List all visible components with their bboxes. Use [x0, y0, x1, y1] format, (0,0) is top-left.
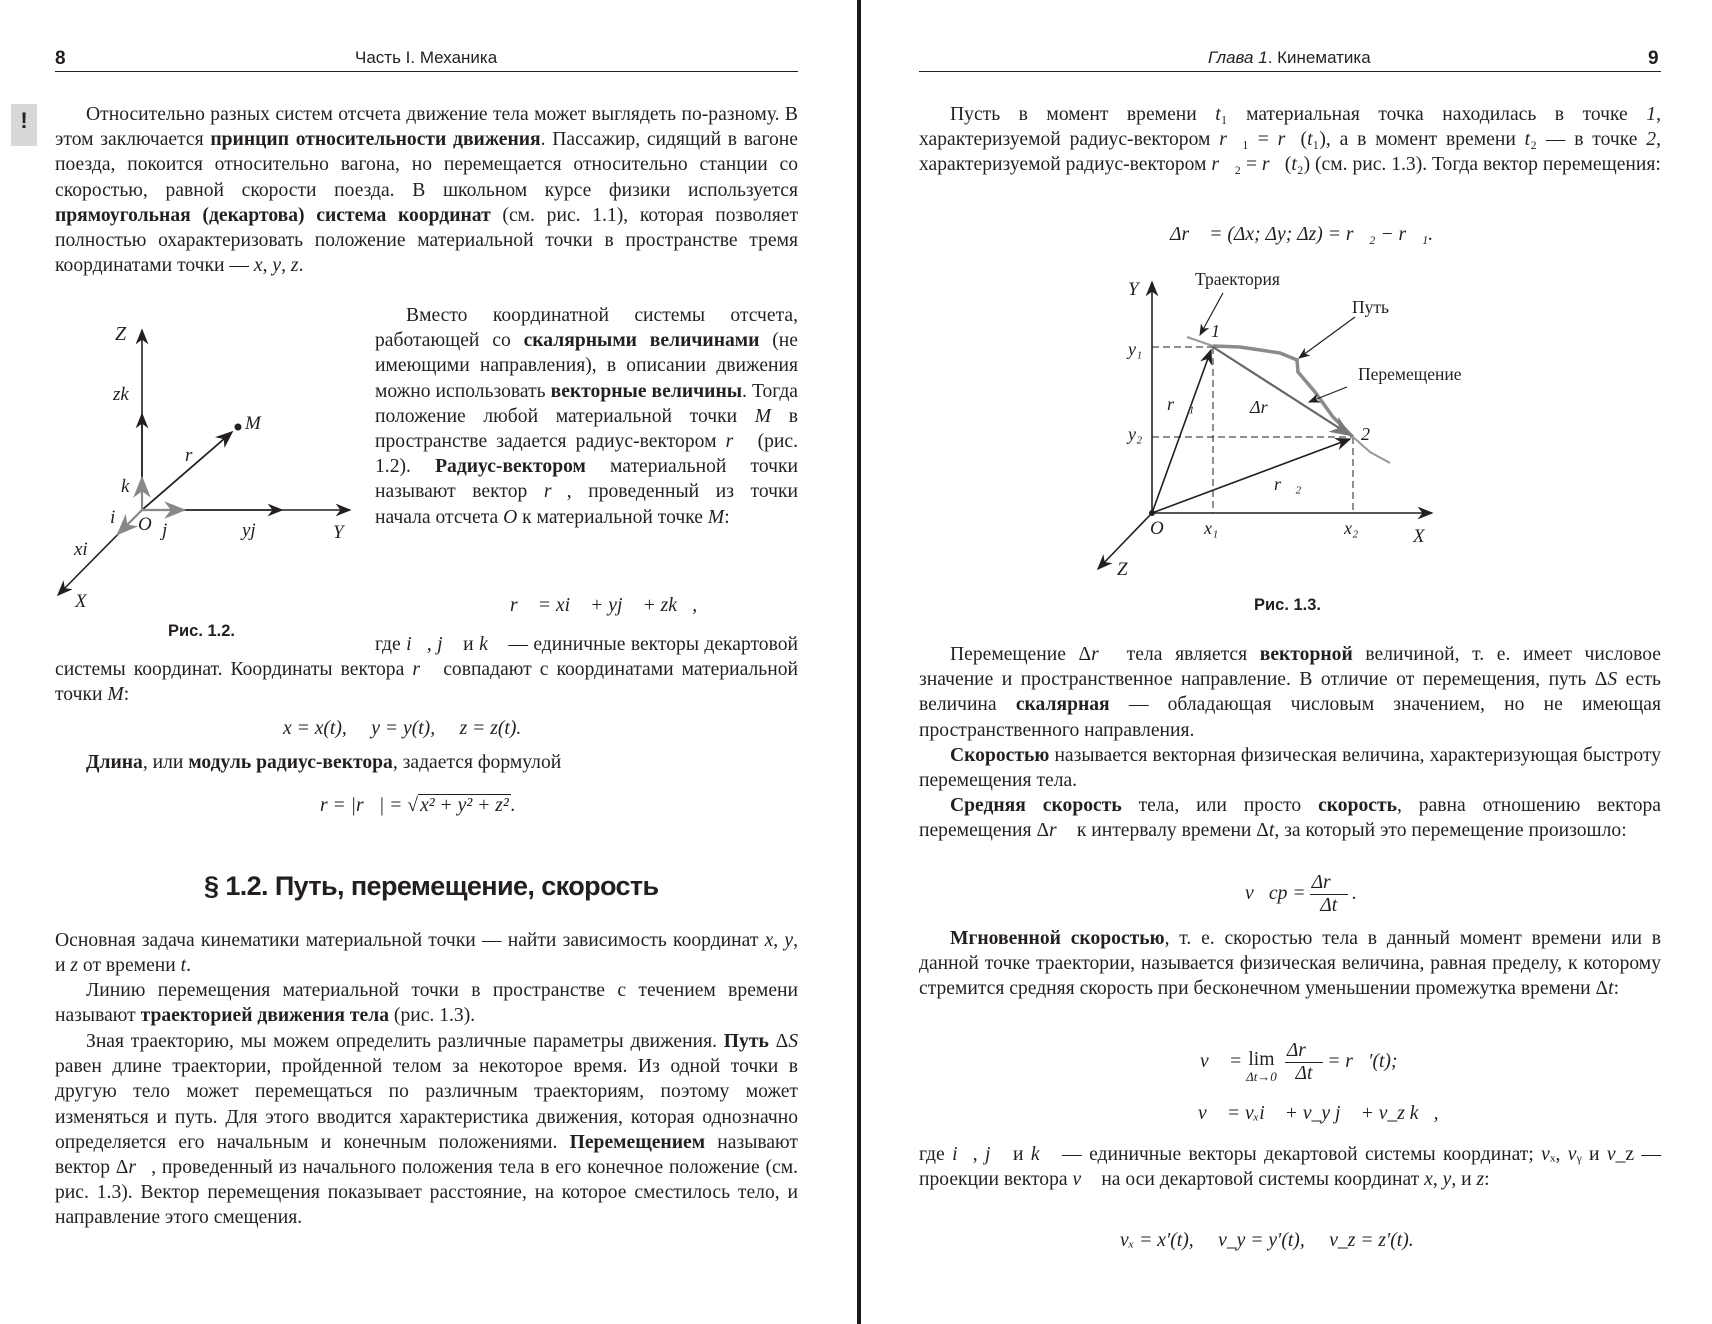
- math-symbol: r⃗: [1219, 129, 1243, 151]
- text-run: ,: [262, 255, 273, 277]
- formula-radius-vector: r⃗ = xi⃗ + yj⃗ + zk⃗,: [510, 595, 698, 616]
- label-i: i⃗: [110, 507, 131, 528]
- math-symbol: r⃗: [1091, 644, 1115, 665]
- math-symbol: r⃗: [1211, 154, 1235, 176]
- math-symbol: k⃗: [479, 634, 503, 655]
- formula-radicand: x² + y² + z²: [420, 795, 509, 816]
- text-run: называют вектор Δ: [55, 1131, 798, 1179]
- paragraph-relativity: [55, 102, 798, 278]
- math-symbol: 2: [1646, 129, 1657, 151]
- formula-length: [320, 793, 516, 818]
- formula-limit: [1200, 1040, 1397, 1085]
- vector-r2: [1152, 439, 1350, 513]
- math-symbol: 1: [1646, 104, 1657, 125]
- text-run: где: [375, 634, 407, 655]
- text-run: , характеризуемой радиус-вектором: [919, 104, 1661, 151]
- label-xi: xi⃗: [74, 539, 103, 560]
- math-symbol: O: [503, 506, 518, 528]
- text-run: совпадают с координатами материальной точки: [55, 659, 798, 706]
- header-rule: [919, 71, 1661, 72]
- text-run: (: [1284, 154, 1292, 176]
- text-run: тела, или просто: [1121, 795, 1319, 816]
- bold-term: Длина: [86, 752, 143, 773]
- text-run: Относительно разных систем отсчета движение тела может выглядеть по-разному. В этом заключается: [55, 104, 798, 151]
- vector-r1: [1152, 350, 1211, 513]
- text-run: , и: [55, 930, 798, 977]
- vector-displacement: [1213, 347, 1350, 435]
- bold-term: Перемещением: [569, 1131, 706, 1153]
- label-x2: x₂: [1344, 518, 1359, 538]
- math-symbol: j⃗: [985, 1144, 1006, 1165]
- formula-velocity-projections: vₓ = x′(t), v_y = y′(t), v_z = z′(t).: [1120, 1230, 1414, 1251]
- text-run: ₓ,: [1549, 1144, 1568, 1165]
- text-run: в пространстве задается радиус-вектором: [375, 405, 798, 453]
- text-run: , за который это перемещение произошло:: [1274, 820, 1627, 842]
- paragraph-average-velocity: [919, 793, 1661, 843]
- text-run: — единичные векторы декартовой системы координат. Координаты вектора: [55, 634, 798, 681]
- text-run: _z — проекции вектора: [919, 1144, 1662, 1191]
- text-run: :: [724, 506, 730, 528]
- text-run: есть величина: [919, 669, 1661, 716]
- text-run: к материальной точке: [517, 506, 708, 528]
- math-symbol: t: [1608, 978, 1614, 1000]
- text-run: Основная задача кинематики материальной точки — найти зависимость координат: [55, 930, 765, 951]
- label-y2: y₂: [1128, 424, 1143, 444]
- text-run: — единичные векторы декартовой системы координат;: [1054, 1144, 1542, 1165]
- bold-term: траекторией движения тела: [140, 1005, 390, 1027]
- label-dr: Δr⃗: [1250, 397, 1282, 417]
- text-run: ,: [972, 1144, 986, 1165]
- label-point-1: 1: [1211, 321, 1220, 341]
- label-o: O: [138, 514, 152, 535]
- text-run: ,: [426, 634, 438, 655]
- origin-point: [1149, 510, 1155, 516]
- formula-coordinates: x = x(t), y = y(t), z = z(t).: [283, 718, 522, 739]
- math-symbol: t: [1215, 104, 1221, 125]
- formula-velocity-components: v⃗ = vₓi⃗ + v_y j⃗ + v_z k⃗,: [1198, 1103, 1439, 1124]
- formula-lhs: v⃗ =: [1200, 1051, 1243, 1072]
- text-run: равен длине траектории, пройденной телом за некоторое время. Из одной точки в другую тело может перемещаться по различным траекториям, поэтому может изменяться и путь. Для этого вводится характеристика движения, которая однозначно определяется его начальным и конечным положениями.: [55, 1056, 798, 1153]
- math-symbol: z: [1476, 1169, 1485, 1191]
- label-x: X: [1413, 526, 1425, 547]
- text-run: (рис. 1.2).: [375, 431, 798, 478]
- path-pointer: [1299, 317, 1355, 358]
- bold-term: Средняя скорость: [950, 795, 1122, 816]
- label-z: Z: [115, 323, 127, 345]
- text-run: ₂ =: [1234, 154, 1262, 176]
- bold-term: векторные величины: [550, 380, 743, 402]
- point-m: [235, 424, 242, 431]
- text-run: , т. е. скоростью тела в данный момент времени или в данной точке траектории, называется физическая величина, равная пределу, к которому стремится средняя скорость при бесконечном уменьшении промежутка времени Δ: [919, 928, 1661, 1000]
- label-displacement: Перемещение: [1358, 364, 1462, 384]
- text-run: , задается формулой: [392, 752, 562, 773]
- math-symbol: t: [1307, 129, 1313, 151]
- bold-term: Путь: [723, 1031, 769, 1052]
- header-rule: [55, 71, 798, 72]
- text-run: (см. рис. 1.1), которая позволяет полностью охарактеризовать положение материальной точки в пространстве тремя координатами точки —: [55, 204, 799, 277]
- paragraph-trajectory: [55, 978, 798, 1028]
- limit-word: lim: [1248, 1048, 1275, 1070]
- denominator: Δt: [1320, 895, 1338, 916]
- math-symbol: t: [1524, 129, 1531, 151]
- formula-tail: .: [1351, 883, 1357, 904]
- text-run: , характеризуемой радиус-вектором: [919, 129, 1661, 176]
- label-r: r⃗: [185, 445, 208, 466]
- math-symbol: r⃗: [412, 659, 436, 681]
- math-symbol: r⃗: [1049, 820, 1072, 842]
- math-symbol: x: [253, 255, 263, 277]
- math-symbol: i⃗: [952, 1144, 973, 1165]
- math-symbol: t: [1291, 154, 1297, 176]
- paragraph-moment: [919, 102, 1661, 178]
- math-symbol: S: [788, 1031, 799, 1052]
- text-run: , проведенный из точки начала отсчета: [375, 481, 798, 528]
- text-run: . Пассажир, сидящий в вагоне поезда, покоится относительно вагона, но перемещается относительно станции со скоростью, равной скорости поезда. В школьном курсе физики используется: [55, 129, 798, 201]
- label-r1: r⃗₁: [1167, 394, 1195, 414]
- formula-tail: .: [510, 795, 516, 816]
- formula-average-velocity: [1245, 872, 1357, 917]
- section-heading: § 1.2. Путь, перемещение, скорость: [204, 871, 659, 901]
- label-yj: yj⃗: [242, 520, 271, 541]
- math-symbol: v: [1606, 1144, 1616, 1165]
- radius-vector: [142, 432, 232, 510]
- paragraph-main-task: [55, 928, 798, 978]
- math-symbol: z: [70, 955, 79, 977]
- text-run: , или: [142, 752, 189, 773]
- bold-term: векторной: [1259, 644, 1353, 665]
- math-symbol: r⃗: [1261, 154, 1285, 176]
- paragraph-vectors: [375, 303, 798, 530]
- text-run: , проведенный из начального положения тела в его конечное положение (см. рис. 1.3). Вектор перемещения показывает расстояние, на которое сместилось тело, и направление этого смещения.: [55, 1157, 798, 1229]
- math-symbol: t: [180, 955, 187, 977]
- math-symbol: r⃗: [725, 431, 749, 453]
- fraction: [1285, 1040, 1323, 1085]
- paragraph-velocity: [919, 743, 1661, 793]
- paragraph-projections: [919, 1142, 1661, 1192]
- figure-caption: Рис. 1.3.: [1254, 596, 1322, 614]
- running-head-chapter: Глава 1: [1208, 48, 1268, 67]
- label-y: Y: [333, 522, 344, 543]
- math-symbol: y: [784, 930, 794, 951]
- math-symbol: M: [754, 405, 772, 427]
- text-run: ₂ — в точке: [1530, 129, 1647, 151]
- formula-lhs: v⃗ср =: [1245, 883, 1306, 904]
- math-symbol: v⃗: [1072, 1169, 1097, 1191]
- bold-term: прямоугольная (декартова) система координат: [55, 204, 491, 226]
- math-symbol: r⃗: [128, 1157, 152, 1179]
- math-symbol: i⃗: [406, 634, 427, 655]
- label-m: M: [245, 413, 261, 434]
- text-run: на оси декартовой системы координат: [1096, 1169, 1425, 1191]
- limit-subscript: Δt→0: [1246, 1068, 1277, 1084]
- math-symbol: v: [1567, 1144, 1577, 1165]
- text-run: и: [1005, 1144, 1031, 1165]
- page-number: 8: [55, 48, 66, 69]
- label-z: Z: [1117, 559, 1128, 580]
- denominator: Δt: [1295, 1063, 1313, 1084]
- label-y: Y: [1128, 279, 1139, 300]
- text-run: называется векторная физическая величина, характеризующая быстроту перемещения тела.: [919, 745, 1661, 792]
- paragraph-unit-vectors: [55, 632, 798, 708]
- text-run: — обладающая числовым значением, но не имеющая пространственного направления.: [919, 694, 1661, 741]
- label-trajectory: Траектория: [1195, 269, 1280, 289]
- label-o: O: [1150, 518, 1164, 539]
- math-symbol: v: [1541, 1144, 1550, 1165]
- text-run: (рис. 1.3).: [389, 1005, 476, 1027]
- paragraph-length: [55, 750, 798, 775]
- text-run: ,: [1432, 1169, 1443, 1191]
- math-symbol: S: [1607, 669, 1618, 691]
- text-run: Δ: [768, 1031, 789, 1052]
- label-r2: r⃗₂: [1274, 474, 1302, 494]
- paragraph-instant-velocity: [919, 926, 1661, 1002]
- paragraph-displacement-vector: [919, 642, 1661, 743]
- figure-1-2: [40, 315, 370, 615]
- text-run: Перемещение Δ: [950, 644, 1092, 665]
- text-run: .: [298, 255, 304, 277]
- text-run: Линию перемещения материальной точки в пространстве с течением времени называют: [55, 980, 798, 1027]
- text-run: :: [1484, 1169, 1490, 1191]
- text-run: и: [457, 634, 480, 655]
- label-zk: zk⃗: [113, 384, 144, 405]
- running-head-title: . Кинематика: [1267, 48, 1371, 67]
- paragraph-path-displacement: [55, 1029, 798, 1231]
- text-run: ,: [773, 930, 785, 951]
- text-run: материальной точки называют вектор: [375, 456, 798, 503]
- text-run: ₂) (см. рис. 1.3). Тогда вектор перемещения:: [1296, 154, 1661, 176]
- bold-term: Скоростью: [950, 745, 1050, 766]
- text-run: от времени: [78, 955, 181, 977]
- text-run: Зная траекторию, мы можем определить различные параметры движения.: [86, 1031, 724, 1052]
- label-j: j⃗: [162, 520, 183, 541]
- figure-1-3: [1085, 262, 1485, 582]
- text-run: (: [1300, 129, 1308, 151]
- text-run: , равна отношению вектора перемещения Δ: [919, 795, 1661, 842]
- math-symbol: M: [707, 506, 725, 528]
- figure-caption: Рис. 1.2.: [168, 622, 236, 640]
- fraction: [1310, 872, 1348, 917]
- text-run: ,: [281, 255, 291, 277]
- math-symbol: M: [107, 684, 124, 706]
- text-run: ₁), а в момент времени: [1312, 129, 1525, 151]
- formula-lhs: r = |r⃗| = √: [320, 795, 419, 816]
- numerator: Δr⃗: [1286, 1040, 1322, 1061]
- text-run: величиной, т. е. имеет числовое значение и пространственное направление. В отличие от перемещения, путь Δ: [919, 644, 1662, 691]
- page-number: 9: [1648, 48, 1659, 69]
- text-run: .: [186, 955, 191, 977]
- running-head: [1208, 48, 1371, 68]
- formula-displacement: Δr⃗ = (Δx; Δy; Δz) = r⃗₂ − r⃗₁.: [1170, 224, 1434, 245]
- text-run: к интервалу времени Δ: [1071, 820, 1269, 842]
- text-run: :: [1613, 978, 1620, 1000]
- bold-term: скалярными величинами: [523, 330, 760, 352]
- label-x: X: [75, 591, 87, 612]
- label-point-2: 2: [1361, 424, 1370, 444]
- math-symbol: x: [764, 930, 774, 951]
- math-symbol: t: [1268, 820, 1275, 842]
- bold-term: Мгновенной скоростью: [950, 928, 1165, 949]
- math-symbol: y: [272, 255, 282, 277]
- text-run: где: [919, 1144, 953, 1165]
- bold-term: Радиус-вектором: [435, 456, 586, 478]
- text-run: ᵧ и: [1576, 1144, 1607, 1165]
- text-run: ₁ =: [1242, 129, 1278, 151]
- formula-tail: = r⃗′(t);: [1327, 1051, 1398, 1072]
- math-symbol: x: [1424, 1169, 1433, 1191]
- page-divider: [857, 0, 861, 1324]
- math-symbol: k⃗: [1030, 1144, 1055, 1165]
- important-note-icon: !: [11, 104, 37, 146]
- text-run: Пусть в момент времени: [950, 104, 1216, 125]
- bold-term: принцип относительности движения: [210, 129, 541, 151]
- math-symbol: z: [290, 255, 299, 277]
- text-run: :: [123, 684, 130, 706]
- bold-term: скалярная: [1015, 694, 1110, 716]
- math-symbol: y: [1442, 1169, 1452, 1191]
- bold-term: скорость: [1318, 795, 1397, 816]
- running-head: Часть I. Механика: [355, 48, 498, 67]
- bold-term: модуль радиус-вектора: [188, 752, 393, 773]
- math-symbol: j⃗: [437, 634, 458, 655]
- label-y1: y₁: [1128, 339, 1143, 359]
- text-run: Вместо координатной системы отсчета, работающей со: [375, 305, 798, 352]
- text-run: . Тогда положение любой материальной точки: [375, 380, 798, 427]
- text-run: тела является: [1114, 644, 1260, 665]
- label-x1: x₁: [1204, 518, 1219, 538]
- label-path: Путь: [1352, 297, 1390, 317]
- text-run: (не имеющими направления), в описании движения можно использовать: [375, 330, 798, 402]
- math-symbol: r⃗: [543, 481, 567, 503]
- label-k: k⃗: [121, 476, 145, 497]
- limit: [1246, 1042, 1277, 1084]
- math-symbol: r⃗: [1277, 129, 1301, 151]
- text-run: , и: [1451, 1169, 1477, 1191]
- text-run: ₁ материальная точка находилась в точке: [1220, 104, 1647, 125]
- numerator: Δr⃗: [1311, 872, 1346, 893]
